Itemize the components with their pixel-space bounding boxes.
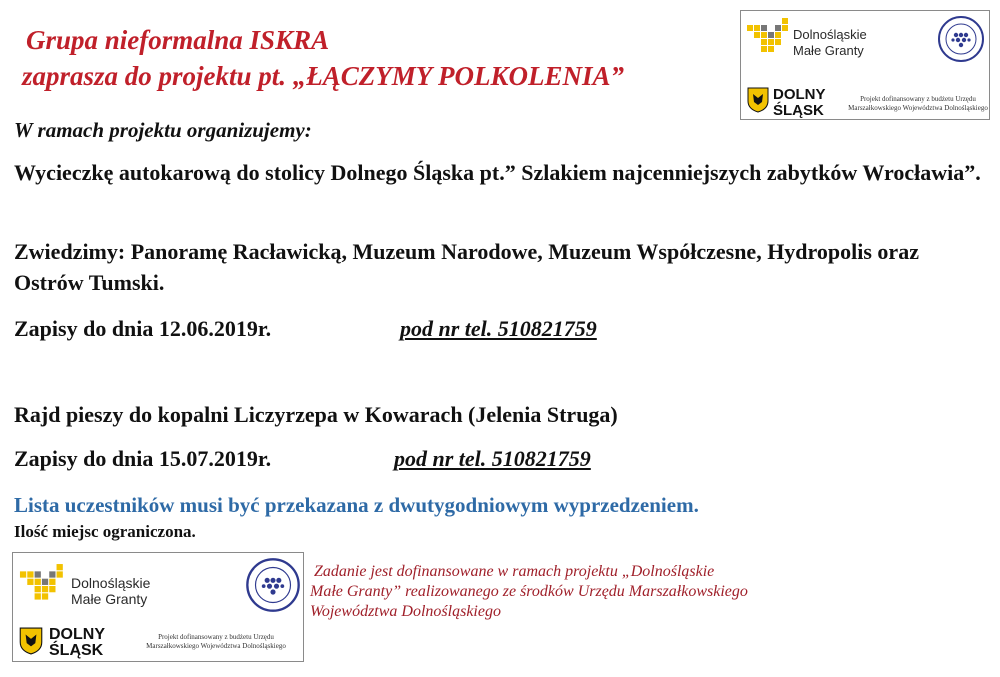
funding-note: Projekt dofinansowany z budżetu Urzędu Marszałkowskiego Województwa Dolnośląskiego	[848, 95, 988, 112]
sponsor-logo-panel	[740, 10, 990, 120]
trip-sights: Zwiedzimy: Panoramę Racławicką, Muzeum Narodowe, Muzeum Współczesne, Hydropolis oraz Ostrów Tumski.	[14, 239, 919, 295]
brand-name: Dolnośląskie Małe Granty	[793, 27, 867, 58]
participant-list-notice: Lista uczestników musi być przekazana z dwutygodniowym wyprzedzeniem.	[14, 493, 699, 517]
sponsor-logo-panel-bottom	[12, 552, 304, 662]
funding-footnote: Zadanie jest dofinansowane w ramach projektu „Dolnośląskie Małe Granty” realizowanego ze środków Urzędu Marszałkowskiego Województwa Dolnośląskiego	[310, 563, 748, 620]
region-name: DOLNY ŚLĄSK	[773, 86, 826, 119]
hike-enroll-deadline: Zapisy do dnia 15.07.2019r.	[14, 446, 272, 471]
mosaic-logo-icon	[747, 17, 793, 61]
brand-name: Dolnośląskie Małe Granty	[71, 575, 151, 607]
federation-seal-icon	[245, 557, 301, 613]
trip-description: Wycieczkę autokarową do stolicy Dolnego Śląska pt.” Szlakiem najcenniejszych zabytków Wrocławia”.	[14, 160, 981, 185]
funding-note: Projekt dofinansowany z budżetu Urzędu Marszałkowskiego Województwa Dolnośląskiego	[146, 633, 286, 650]
hike-phone: pod nr tel. 510821759	[394, 446, 591, 471]
region-crest-icon	[19, 627, 43, 655]
title-line-1: Grupa nieformalna ISKRA	[26, 25, 330, 55]
trip-phone: pod nr tel. 510821759	[400, 316, 597, 341]
intro-text: W ramach projektu organizujemy:	[14, 118, 312, 142]
region-crest-icon	[747, 87, 769, 113]
limited-seats-notice: Ilość miejsc ograniczona.	[14, 522, 196, 541]
federation-seal-icon	[937, 15, 985, 63]
region-name: DOLNY ŚLĄSK	[49, 626, 105, 659]
mosaic-logo-icon	[19, 563, 69, 609]
hike-description: Rajd pieszy do kopalni Liczyrzepa w Kowarach (Jelenia Struga)	[14, 402, 618, 427]
title-line-2: zaprasza do projektu pt. „ŁĄCZYMY POLKOLENIA”	[22, 61, 625, 91]
trip-enroll-deadline: Zapisy do dnia 12.06.2019r.	[14, 316, 272, 341]
